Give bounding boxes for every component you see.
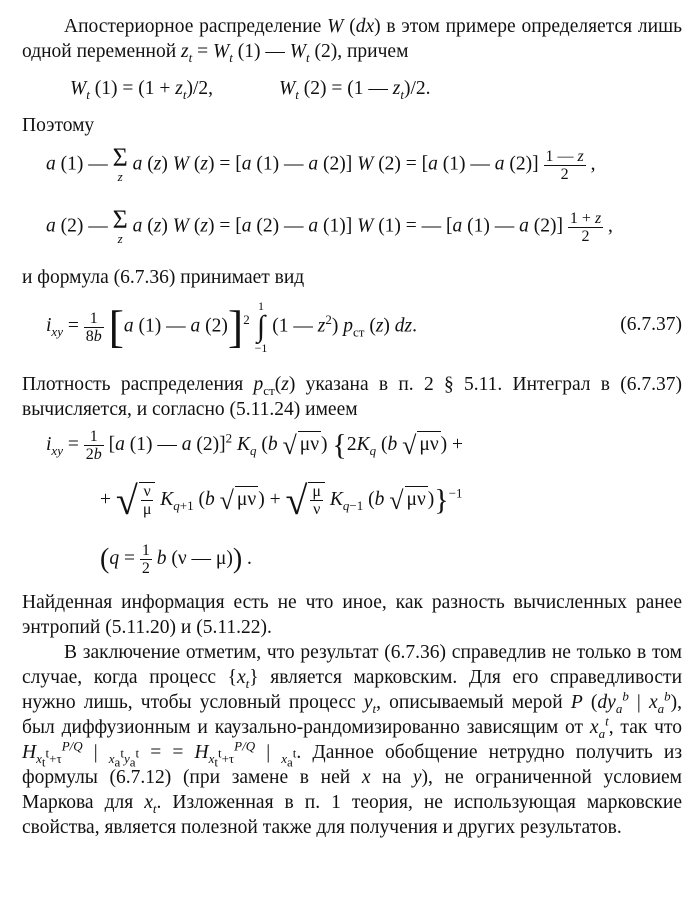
equation-number-6-7-37: (6.7.37): [620, 314, 682, 335]
equation-a2: a (2) — Σ z a (z) W (z) = [a (2) — a (1)] W (1) = — [a (1) — a (2)] $\frac{1 + z}{2}$ ,: [46, 205, 613, 246]
paragraph-therefore: Поэтому: [22, 115, 95, 136]
paragraph-posterior-distribution: Апостериорное распределение W (dx) в этом примере определяется лишь одной переменной $z_t = W_t$ (1) — $W_t$ (2), причем: [22, 16, 682, 65]
paragraph-found-information: Найденная информация есть не что иное, как разность вычисленных ранее энтропий (5.11.20) и (5.11.22).: [22, 592, 682, 638]
paragraph-conclusion: В заключение отметим, что результат (6.7.36) справедлив не только в том случае, когда процесс $\{x_t\}$ является марковским. Для его справедливости нужно лишь, чтобы условный процесс $y_t$, описываемый мерой P ($dy_a^b$ | $x_a^b$), был диффузионным и каузально-рандомизированно зависящим от $x_a^t$, так что $H_{x_t^t+\tau}^{P/Q}$ | $_{x_a^ty_a^t}$ = = $H_{x_t^t+\tau}^{P/Q}$ | $_{x_a^t}$. Данное обобщение нетрудно получить из формулы (6.7.12) (при замене в ней x на y), не ограниченной условием Маркова для $x_t$. Изложенная в п. 1 теория, не использующая марковские свойства, является полезной также для получения и других результатов.: [22, 642, 683, 838]
paragraph-formula-takes-form: и формула (6.7.36) принимает вид: [22, 267, 305, 288]
equation-wt-definitions: $W_t$ $(1) = (1 + z_t)/2$, $W_t$ (2) = (1 — $z_t)/2$.: [70, 78, 431, 102]
equation-6-7-37: $i_{xy}$ = $\frac{1}{8b}$ [a (1) — a (2)]$^2$ 1 ∫ −1 (1 — $z^2$) $p_{ст}$ (z) dz.: [46, 299, 418, 355]
paragraph-density: Плотность распределения $p_{ст}(z)$ указана в п. 2 § 5.11. Интеграл в (6.7.37) вычисляется, и согласно (5.11.24) имеем: [22, 374, 682, 420]
equation-q: (q = $\frac{1}{2}$ b (ν — μ)) .: [100, 542, 252, 577]
equation-ixy-line2: + √ $\frac{\nu}{\mu}$ $K_{q+1}$ (b √ μν ) + √ $\frac{\mu}{\nu}$ $K_{q-1}$ (b √ μν )}$^{-1}$: [100, 477, 463, 523]
equation-a1: a (1) — Σ z a (z) W (z) = [a (1) — a (2)] W (2) = [a (1) — a (2)] $\frac{1 — z}{2}$ ,: [46, 143, 596, 184]
equation-ixy-line1: $i_{xy}$ = $\frac{1}{2b}$ [a (1) — a (2)]$^2$ $K_q$ (b √ μν ) {$2K_q$ (b √ μν ) +: [46, 428, 464, 463]
